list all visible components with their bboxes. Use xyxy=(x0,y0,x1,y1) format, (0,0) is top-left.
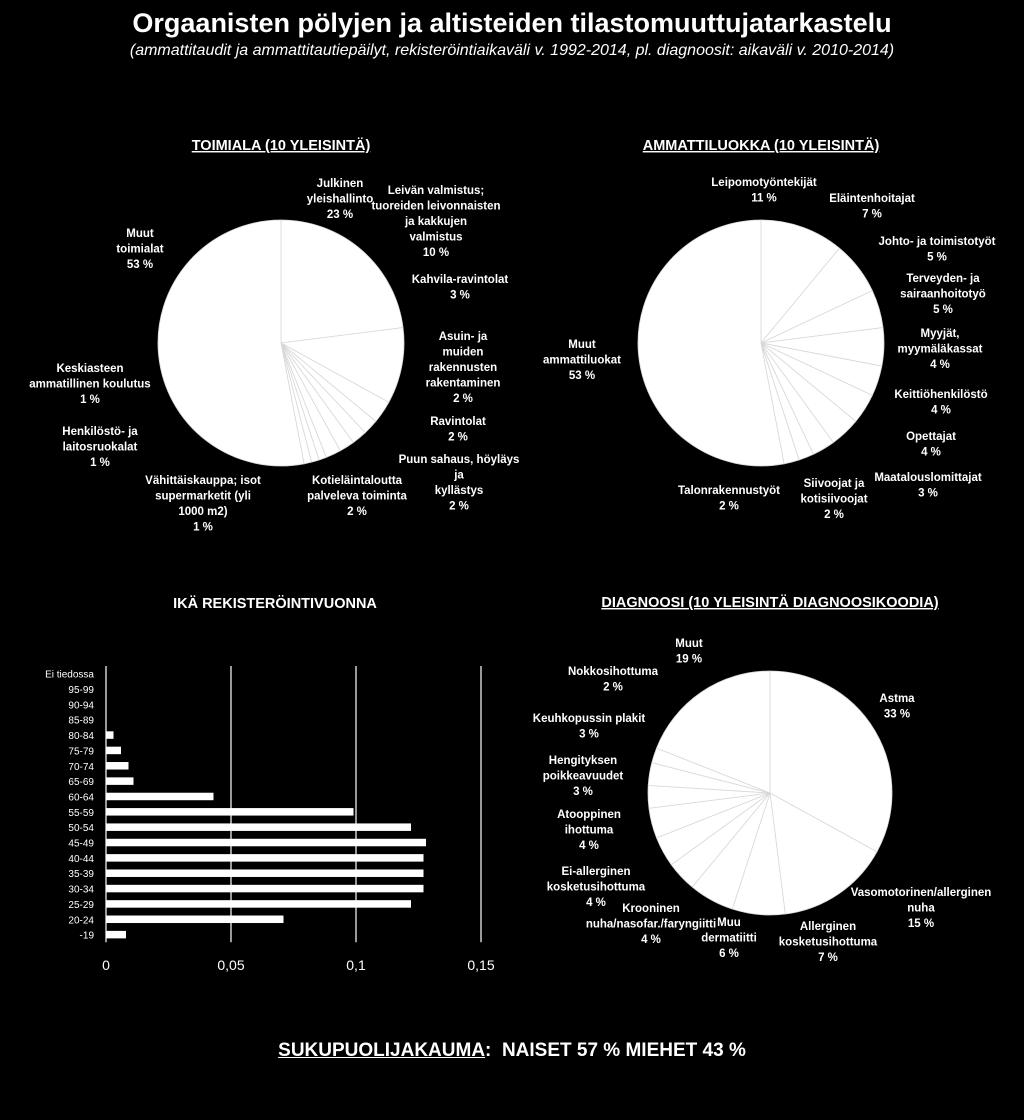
ika-bar-6 xyxy=(106,762,129,770)
ammatti-label-5: Keittiöhenkilöstö 4 % xyxy=(894,389,988,417)
ammatti-label-2: Johto- ja toimistotyöt 5 % xyxy=(878,236,996,264)
ika-category-0: Ei tiedossa xyxy=(45,669,94,681)
ammatti-label-1: Eläintenhoitajat 7 % xyxy=(829,193,915,221)
ika-bar-15 xyxy=(106,900,411,908)
ammatti-label-8: Siivoojat ja kotisiivoojat 2 % xyxy=(800,478,868,521)
ika-bar-13 xyxy=(106,869,424,877)
ika-bar-7 xyxy=(106,777,134,785)
ika-bar-14 xyxy=(106,885,424,893)
ika-bar-12 xyxy=(106,854,424,862)
gender-label: SUKUPUOLIJAKAUMA xyxy=(278,1040,486,1061)
ika-bar-11 xyxy=(106,839,426,847)
ika-bar-8 xyxy=(106,793,214,801)
diagnoosi-label-8: Keuhkopussin plakit 3 % xyxy=(532,713,646,741)
ika-xtick-3: 0,15 xyxy=(467,957,495,973)
toimiala-label-4: Ravintolat 2 % xyxy=(430,416,486,444)
ika-category-8: 60-64 xyxy=(68,792,94,804)
ika-category-1: 95-99 xyxy=(68,685,94,697)
diagnoosi-title: DIAGNOOSI (10 YLEISINTÄ DIAGNOOSIKOODIA) xyxy=(601,595,939,611)
ika-category-4: 80-84 xyxy=(68,731,94,743)
toimiala-label-2: Kahvila-ravintolat 3 % xyxy=(411,274,509,302)
ika-bar-4 xyxy=(106,731,114,739)
toimiala-label-5: Puun sahaus, höyläys ja kyllästys 2 % xyxy=(398,454,520,513)
ika-category-12: 40-44 xyxy=(68,853,94,865)
diagnoosi-label-7: Hengityksen poikkeavuudet 3 % xyxy=(542,755,624,798)
ika-xtick-2: 0,1 xyxy=(346,957,366,973)
diagnoosi-label-9: Nokkosihottuma 2 % xyxy=(567,666,659,694)
ika-category-13: 35-39 xyxy=(68,869,94,881)
ammatti-label-0: Leipomotyöntekijät 11 % xyxy=(711,177,817,205)
diagnoosi-label-4: Krooninen nuha/nasofar./faryngiitti 4 % xyxy=(585,903,717,946)
page-subtitle: (ammattitaudit ja ammattitautiepäilyt, rekisteröintiaikaväli v. 1992-2014, pl. diagnoosit: aikaväli v. 2010-2014) xyxy=(129,42,895,59)
ika-title: IKÄ REKISTERÖINTIVUONNA xyxy=(173,596,377,612)
gender-colon: : xyxy=(485,1040,492,1061)
ammatti-label-3: Terveyden- ja sairaanhoitotyö 5 % xyxy=(900,273,986,316)
toimiala-title: TOIMIALA (10 YLEISINTÄ) xyxy=(191,138,371,154)
toimiala-label-1: Leivän valmistus; tuoreiden leivonnaisten ja kakkujen valmistus 10 % xyxy=(371,185,501,259)
ika-category-7: 65-69 xyxy=(68,777,94,789)
diagnoosi-label-10: Muut 19 % xyxy=(675,638,703,666)
toimiala-label-7: Vähittäiskauppa; isot supermarketit (yli 1000 m2) 1 % xyxy=(145,475,261,534)
page-title: Orgaanisten pölyjen ja altisteiden tilastomuuttujatarkastelu xyxy=(132,8,892,38)
toimiala-label-0: Julkinen yleishallinto 23 % xyxy=(306,178,374,221)
toimiala-slice-0 xyxy=(281,220,403,343)
toimiala-label-6: Kotieläintaloutta palveleva toiminta 2 % xyxy=(307,475,407,518)
ika-category-16: 20-24 xyxy=(68,915,94,927)
diagnoosi-label-1: Vasomotorinen/allerginen nuha 15 % xyxy=(850,887,992,930)
ammatti-label-7: Maatalouslomittajat 3 % xyxy=(874,472,982,500)
diagnoosi-label-5: Ei-allerginen kosketusihottuma 4 % xyxy=(546,866,646,909)
toimiala-label-9: Keskiasteen ammatillinen koulutus 1 % xyxy=(29,363,151,406)
ammatti-label-9: Talonrakennustyöt 2 % xyxy=(677,485,781,513)
ika-category-14: 30-34 xyxy=(68,884,94,896)
ika-category-2: 90-94 xyxy=(68,700,94,712)
ika-category-3: 85-89 xyxy=(68,715,94,727)
ika-bar-16 xyxy=(106,916,284,924)
ika-category-6: 70-74 xyxy=(68,761,94,773)
ika-bar-5 xyxy=(106,747,121,755)
ika-xtick-1: 0,05 xyxy=(217,957,245,973)
ika-category-9: 55-59 xyxy=(68,807,94,819)
ika-bar-10 xyxy=(106,823,411,831)
diagnoosi-label-3: Muu dermatiitti 6 % xyxy=(701,917,757,960)
diagnoosi-label-0: Astma 33 % xyxy=(879,693,915,721)
ika-category-10: 50-54 xyxy=(68,823,94,835)
ammatti-label-10: Muut ammattiluokat 53 % xyxy=(543,339,621,382)
toimiala-label-3: Asuin- ja muiden rakennusten rakentaminen 2 % xyxy=(425,331,501,405)
diagnoosi-label-6: Atooppinen ihottuma 4 % xyxy=(557,809,621,852)
ika-bar-9 xyxy=(106,808,354,816)
ika-bar-17 xyxy=(106,931,126,939)
toimiala-label-8: Henkilöstö- ja laitosruokalat 1 % xyxy=(62,426,138,469)
ammatti-label-4: Myyjät, myymäläkassat 4 % xyxy=(897,328,983,371)
toimiala-label-10: Muut toimialat 53 % xyxy=(116,228,164,271)
ika-category-11: 45-49 xyxy=(68,838,94,850)
ika-category-15: 25-29 xyxy=(68,899,94,911)
ika-category-5: 75-79 xyxy=(68,746,94,758)
ammatti-title: AMMATTILUOKKA (10 YLEISINTÄ) xyxy=(642,138,880,154)
ika-xtick-0: 0 xyxy=(102,957,110,973)
ammatti-label-6: Opettajat 4 % xyxy=(906,431,956,459)
diagnoosi-label-2: Allerginen kosketusihottuma 7 % xyxy=(778,921,878,964)
gender-values: NAISET 57 % MIEHET 43 % xyxy=(501,1040,746,1061)
gender-distribution xyxy=(0,1040,1024,1062)
ika-category-17: -19 xyxy=(79,930,94,942)
